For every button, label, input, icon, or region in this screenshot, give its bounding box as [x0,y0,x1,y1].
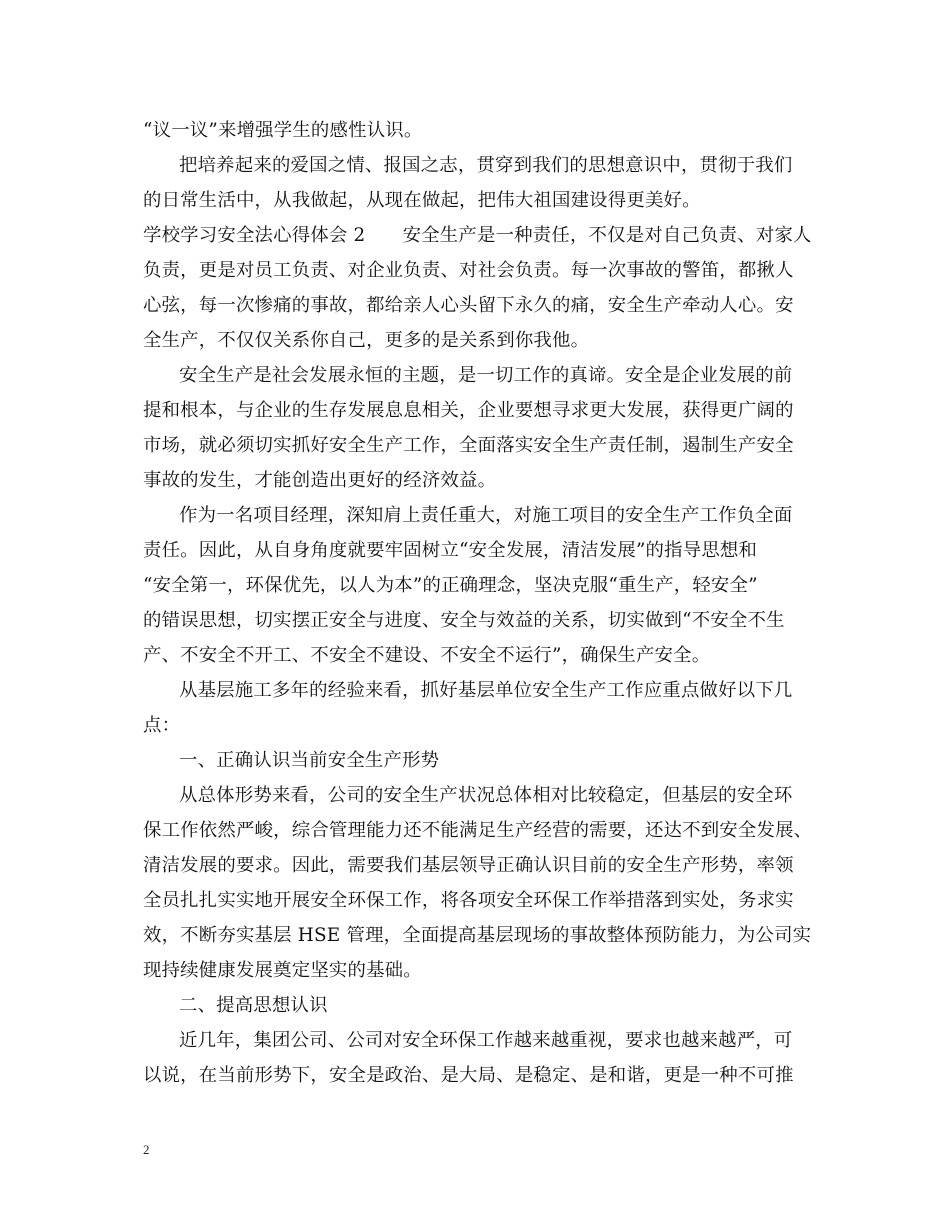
text-line: 全员扎扎实实地开展安全环保工作，将各项安全环保工作举措落到实处，务求实 [143,890,794,911]
text-line: 把培养起来的爱国之情、报国之志，贯穿到我们的思想意识中，贯彻于我们 [179,155,793,176]
text-line: 市场，就必须切实抓好安全生产工作，全面落实安全生产责任制，遏制生产安全 [143,435,794,456]
text-line: 的日常生活中，从我做起，从现在做起，把伟大祖国建设得更美好。 [143,190,701,211]
text-line: 产、不安全不开工、不安全不建设、不安全不运行”，确保生产安全。 [143,645,711,666]
text-line: 全生产，不仅仅关系你自己，更多的是关系到你我他。 [143,330,590,351]
text-line: 以说，在当前形势下，安全是政治、是大局、是稳定、是和谐，更是一种不可推 [143,1065,794,1086]
text-line: 提和根本，与企业的生存发展息息相关，企业要想寻求更大发展，获得更广阔的 [143,400,794,421]
text-line: 责任。因此，从自身角度就要牢固树立“安全发展，清洁发展”的指导思想和 [143,540,758,561]
text-line: 清洁发展的要求。因此，需要我们基层领导正确认识目前的安全生产形势，率领 [143,855,794,876]
page-number: 2 [143,1142,150,1157]
text-line: 作为一名项目经理，深知肩上责任重大，对施工项目的安全生产工作负全面 [179,505,793,526]
text-line: “安全第一，环保优先，以人为本”的正确理念，坚决克服“重生产，轻安全” [143,575,758,596]
text-line: 学校学习安全法心得体会 2 安全生产是一种责任，不仅是对自己负责、对家人 [143,225,812,246]
text-line: 的错误思想，切实摆正安全与进度、安全与效益的关系，切实做到“不安全不生 [143,610,785,631]
document-body [143,113,813,1093]
text-line: 负责，更是对员工负责、对企业负责、对社会负责。每一次事故的警笛，都揪人 [143,260,794,281]
text-line: 安全生产是社会发展永恒的主题，是一切工作的真谛。安全是企业发展的前 [179,365,793,386]
text-line: 现持续健康发展奠定坚实的基础。 [143,960,422,981]
section-heading: 一、正确认识当前安全生产形势 [179,750,440,771]
text-line: “议一议”来增强学生的感性认识。 [143,120,423,141]
text-line: 从基层施工多年的经验来看，抓好基层单位安全生产工作应重点做好以下几 [179,680,793,701]
text-line: 从总体形势来看，公司的安全生产状况总体相对比较稳定，但基层的安全环 [179,785,793,806]
text-line: 近几年，集团公司、公司对安全环保工作越来越重视，要求也越来越严，可 [179,1030,793,1051]
text-line: 事故的发生，才能创造出更好的经济效益。 [143,470,497,491]
section-heading: 二、提高思想认识 [179,995,328,1016]
text-line: 心弦，每一次惨痛的事故，都给亲人心头留下永久的痛，安全生产牵动人心。安 [143,295,794,316]
text-line: 效，不断夯实基层 HSE 管理，全面提高基层现场的事故整体预防能力，为公司实 [143,925,812,946]
text-line: 保工作依然严峻，综合管理能力还不能满足生产经营的需要，还达不到安全发展、 [143,820,813,841]
text-line: 点： [143,715,181,736]
